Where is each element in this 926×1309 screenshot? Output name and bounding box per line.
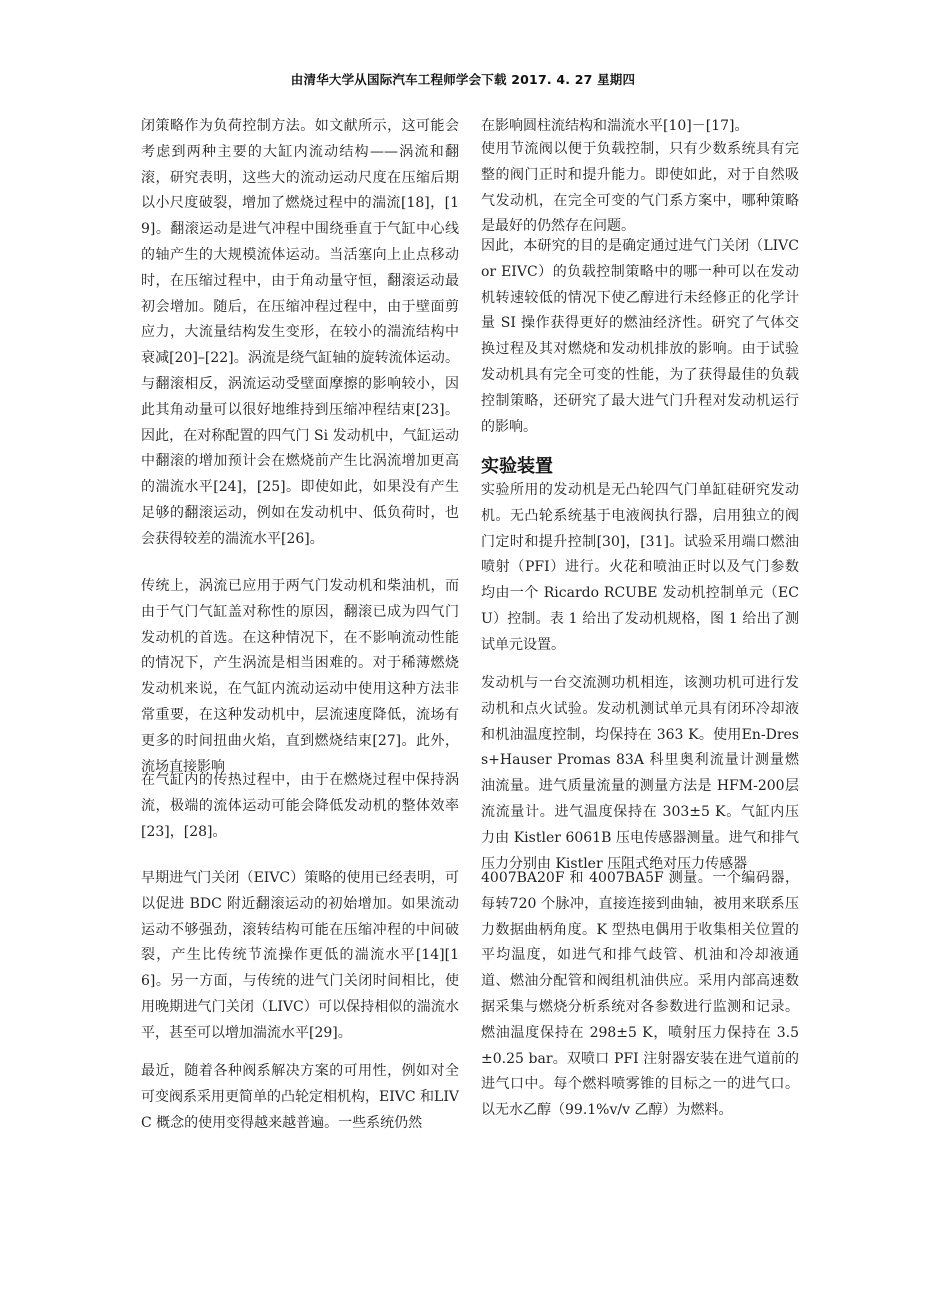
left-paragraph-2: 传统上，涡流已应用于两气门发动机和柴油机，而由于气门气缸盖对称性的原因，翻滚已成为四气门发动机的首选。在这种情况下，在不影响流动性能的情况下，产生涡流是相当困难的。对于稀薄燃烧发动机来说，在气缸内流动运动中使用这种方法非常重要，在这种发动机中，层流速度降低，流场有更多的时间扭曲火焰，直到燃烧结束[27]。此外，流场直接影响 [141, 578, 459, 775]
download-header: 由清华大学从国际汽车工程师学会下载 2017. 4. 27 星期四 [290, 72, 636, 87]
right-paragraph-1: 在影响圆柱流结构和湍流水平[10]－[17]。 [481, 118, 749, 134]
right-paragraph-6: 4007BA20F 和 4007BA5F 测量。一个编码器，每转720 个脉冲，直接连接到曲轴，被用来联系压力数据曲柄角度。K 型热电偶用于收集相关位置的平均温度，如进气和排气歧管、机油和冷却液通道、燃油分配管和阀组机油供应。采用内部高速数据采集与燃烧分析系统对各参数进行监测和记录。燃油温度保持在 298±5 K，喷射压力保持在 3.5±0.25 bar。双喷口 PFI 注射器安装在进气道前的进气口中。每个燃料喷雾锥的目标之一的进气口。以无水乙醇（99.1%v/v 乙醇）为燃料。 [481, 870, 799, 1119]
left-paragraph-1: 闭策略作为负荷控制方法。如文献所示，这可能会考虑到两种主要的大缸内流动结构——涡流和翻滚，研究表明，这些大的流动运动尺度在压缩后期以小尺度破裂，增加了燃烧过程中的湍流[18]，[19]。翻滚运动是进气冲程中围绕垂直于气缸中心线的轴产生的大规模流体运动。当活塞向上止点移动时，在压缩过程中，由于角动量守恒，翻滚运动最初会增加。随后，在压缩冲程过程中，由于壁面剪应力，大流量结构发生变形，在较小的湍流结构中衰减[20]–[22]。涡流是绕气缸轴的旋转流体运动。与翻滚相反，涡流运动受壁面摩擦的影响较小，因此其角动量可以很好地维持到压缩冲程结束[23]。因此，在对称配置的四气门 Si 发动机中，气缸运动中翻滚的增加预计会在燃烧前产生比涡流增加更高的湍流水平[24]，[25]。即使如此，如果没有产生足够的翻滚运动，例如在发动机中、低负荷时，也会获得较差的湍流水平[26]。 [141, 118, 459, 547]
section-title-experimental-setup: 实验装置 [481, 456, 553, 477]
left-paragraph-5: 最近，随着各种阀系解决方案的可用性，例如对全可变阀系采用更简单的凸轮定相机构，EIVC 和LIVC 概念的使用变得越来越普遍。一些系统仍然 [141, 1063, 459, 1131]
right-paragraph-5: 发动机与一台交流测功机相连，该测功机可进行发动机和点火试验。发动机测试单元具有闭环冷却液和机油温度控制，均保持在 363 K。使用En-Dress+Hauser Promas 83A 科里奥利流量计测量燃油流量。进气质量流量的测量方法是 HFM-200层流流量计。进气温度保持在 303±5 K。气缸内压力由 Kistler 6061B 压电传感器测量。进气和排气压力分别由 Kistler 压阻式绝对压力传感器 [481, 675, 799, 872]
left-paragraph-3: 在气缸内的传热过程中，由于在燃烧过程中保持涡流，极端的流体运动可能会降低发动机的整体效率[23]，[28]。 [141, 772, 459, 840]
left-paragraph-4: 早期进气门关闭（EIVC）策略的使用已经表明，可以促进 BDC 附近翻滚运动的初始增加。如果流动运动不够强劲，滚转结构可能在压缩冲程的中间破裂，产生比传统节流操作更低的湍流水平[14][16]。另一方面，与传统的进气门关闭时间相比，使用晚期进气门关闭（LIVC）可以保持相似的湍流水平，甚至可以增加湍流水平[29]。 [141, 870, 459, 1041]
right-paragraph-2: 使用节流阀以便于负载控制，只有少数系统具有完整的阀门正时和提升能力。即使如此，对于自然吸气发动机，在完全可变的气门系方案中，哪种策略是最好的仍然存在问题。 [481, 141, 799, 235]
right-paragraph-4: 实验所用的发动机是无凸轮四气门单缸硅研究发动机。无凸轮系统基于电液阀执行器，启用独立的阀门定时和提升控制[30]，[31]。试验采用端口燃油喷射（PFI）进行。火花和喷油正时以及气门参数均由一个 Ricardo RCUBE 发动机控制单元（ECU）控制。表 1 给出了发动机规格，图 1 给出了测试单元设置。 [481, 482, 799, 653]
right-paragraph-3: 因此，本研究的目的是确定通过进气门关闭（LIVC or EIVC）的负载控制策略中的哪一种可以在发动机转速较低的情况下使乙醇进行未经修正的化学计量 SI 操作获得更好的燃油经济性。研究了气体交换过程及其对燃烧和发动机排放的影响。由于试验发动机具有完全可变的性能，为了获得最佳的负载控制策略，还研究了最大进气门升程对发动机运行的影响。 [481, 238, 799, 435]
